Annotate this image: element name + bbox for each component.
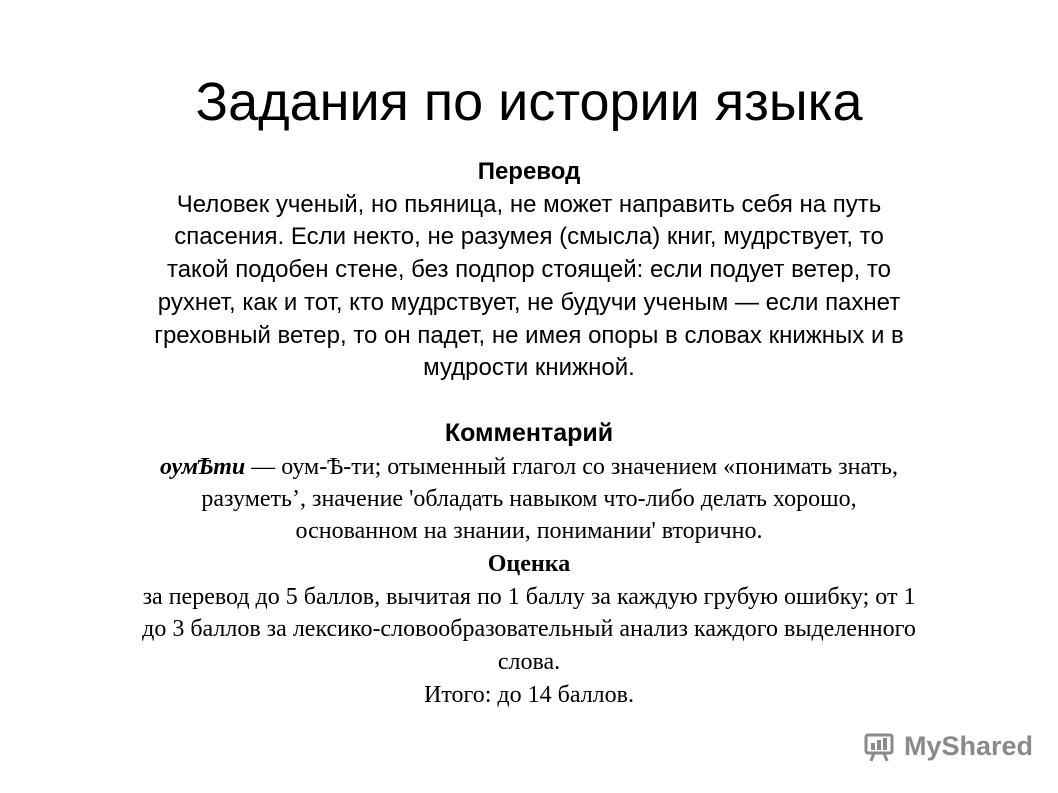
grading-line: за перевод до 5 баллов, вычитая по 1 баллу за каждую грубую ошибку; от 1 [142, 583, 916, 610]
commentary-line [44, 451, 1014, 483]
translation-line: спасения. Если некто, не разумея (смысла) книг, мудрствует, то [174, 223, 884, 251]
commentary-definition: — оум-Ѣ-ти; отыменный глагол со значением «понимать знать, [245, 454, 898, 480]
commentary-section [44, 451, 1014, 547]
commentary-line: основанном на знании, понимании' вторично. [295, 518, 763, 544]
translation-line: Человек ученый, но пьяница, не может направить себя на путь [176, 190, 882, 218]
grading-line: до 3 баллов за лексико-словообразовательный анализ каждого выделенного [142, 616, 916, 643]
slide-title: Задания по истории языка [195, 72, 863, 132]
myshared-logo-icon [864, 729, 898, 763]
grading-heading: Оценка [487, 551, 571, 577]
grading-line: Итого: до 14 баллов. [424, 681, 634, 708]
translation-line: рухнет, как и тот, кто мудрствует, не будучи ученым — если пахнет [157, 288, 901, 316]
translation-line: греховный ветер, то он падет, не имея опоры в словах книжных и в [154, 321, 904, 349]
commentary-term: оумѢти [160, 454, 246, 480]
translation-line: такой подобен стене, без подпор стоящей: если подует ветер, то [166, 256, 891, 284]
grading-section [38, 548, 1020, 712]
translation-section [40, 156, 1018, 385]
translation-heading: Перевод [477, 158, 581, 185]
grading-line: слова. [497, 649, 561, 676]
commentary-line: разуметь’, значение 'обладать навыком что-либо делать хорошо, [201, 486, 857, 512]
translation-line: мудрости книжной. [423, 354, 635, 382]
myshared-watermark [864, 729, 1033, 763]
myshared-logo-text: MyShared [904, 730, 1034, 761]
commentary-heading: Комментарий [444, 419, 614, 447]
